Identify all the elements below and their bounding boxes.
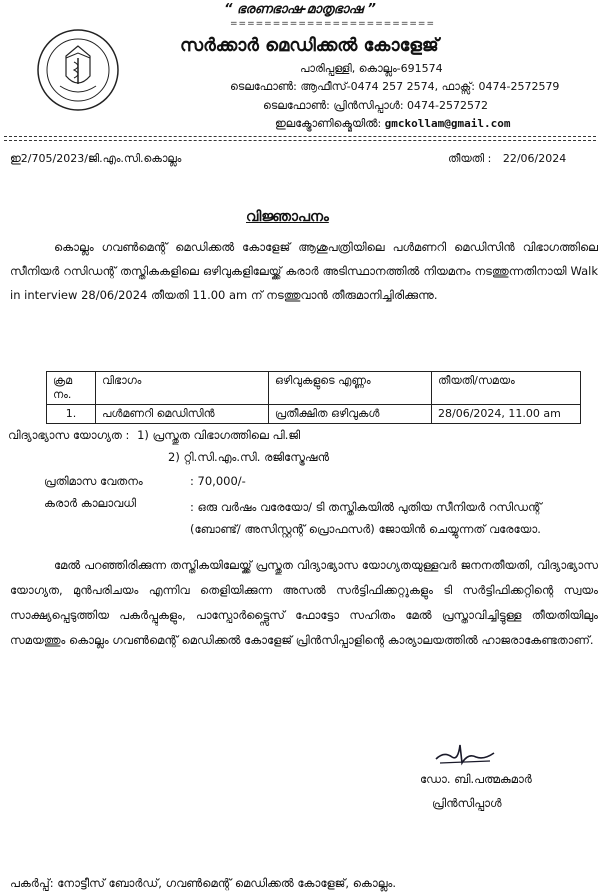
table-header-cell: തീയതി/സമയം — [432, 372, 581, 405]
table-cell: 1. — [47, 405, 96, 424]
college-emblem-icon — [36, 28, 120, 112]
table-row — [47, 405, 581, 424]
qualification-line-1 — [8, 428, 300, 443]
date-value: 22/06/2024 — [502, 152, 567, 165]
qualification-label: വിദ്യാഭ്യാസ യോഗ്യത : — [8, 428, 130, 442]
office-phone: ടെലഫോൺ: ആഫീസ്-0474 257 2574, ഫാക്സ്: 0474-2572579 — [230, 80, 560, 93]
motto-underline: ======================== — [230, 19, 435, 29]
separator-line — [4, 140, 596, 141]
instructions-paragraph: മേൽ പറഞ്ഞിരിക്കുന്ന തസ്തികയിലേയ്ക്ക് പ്രസ്തുത വിദ്യാഭ്യാസ യോഗ്യതയുള്ളവർ ജനനതീയതി, വിദ്യാഭ്യാസ യോഗ്യത, മുൻപരിചയം എന്നിവ തെളിയിക്കുന്ന അസൽ സർട്ടിഫിക്കറ്റുകളും ടി സർട്ടിഫിക്കറ്റിന്റെ സ്വയം സാക്ഷ്യപ്പെടുത്തിയ പകർപ്പുകളും, പാസ്പോർട്ട്സൈസ് ഫോട്ടോ സഹിതം മേൽ പ്രസ്താവിച്ചിട്ടുള്ള തീയതിയിലും സമയത്തും കൊല്ലം ഗവൺമെന്റ് മെഡിക്കൽ കോളേജ് പ്രിൻസിപ്പാളിന്റെ കാര്യാലയത്തിൽ ഹാജരാകേണ്ടതാണ്. — [10, 558, 598, 647]
notice-heading: വിജ്ഞാപനം — [246, 209, 329, 225]
vacancy-table — [46, 371, 581, 424]
copy-to: പകർപ്പ്: നോട്ടീസ് ബോർഡ്, ഗവൺമെന്റ് മെഡിക്കൽ കോളേജ്, കൊല്ലം. — [10, 876, 397, 890]
email-line — [275, 117, 511, 131]
table-header-cell: ക്രമ നം. — [47, 372, 96, 405]
reference-number: ഇ2/705/2023/ജി.എം.സി.കൊല്ലം — [10, 152, 182, 165]
qualification-item: 1) പ്രസ്തുത വിഭാഗത്തിലെ പി.ജി — [137, 428, 301, 442]
signatory-name: ഡോ. ബി.പത്മകുമാർ — [420, 772, 532, 786]
college-name: സർക്കാർ മെഡിക്കൽ കോളേജ് — [180, 35, 439, 56]
notice-intro: കൊല്ലം ഗവൺമെന്റ് മെഡിക്കൽ കോളേജ് ആശുപത്രിയിലെ പൾമണറി മെഡിസിൻ വിഭാഗത്തിലെ സീനിയർ റസിഡന്റ് തസ്തികകളിലെ ഒഴിവുകളിലേയ്ക്ക് കരാർ അടിസ്ഥാനത്തിൽ നിയമനം നടത്തുന്നതിനായി Walk in interview 28/06/2024 തീയതി 11.00 am ന് നടത്തുവാൻ തീരുമാനിച്ചിരിക്കുന്നു. — [10, 240, 598, 302]
salary-label: പ്രതിമാസ വേതനം — [44, 474, 143, 488]
motto: “ ഭരണഭാഷ-മാതൃഭാഷ ” — [224, 2, 376, 17]
contract-duration-value: : ഒരു വർഷം വരേയോ/ ടി തസ്തികയിൽ പുതിയ സീനിയർ റസിഡന്റ് (ബോണ്ട്/ അസിസ്റ്റന്റ് പ്രൊഫസർ) ജോയിൻ ചെയ്യുന്നത് വരേയോ. — [190, 500, 542, 536]
signature-icon — [430, 733, 500, 769]
table-header-row — [47, 372, 581, 405]
salary-value: : 70,000/- — [190, 474, 246, 488]
email-link[interactable]: gmckollam@gmail.com — [384, 117, 511, 130]
table-cell: പൾമണറി മെഡിസിൻ — [96, 405, 269, 424]
notice-date — [448, 152, 566, 166]
table-cell: 28/06/2024, 11.00 am — [432, 405, 581, 424]
table-header-cell: വിഭാഗം — [96, 372, 269, 405]
college-address: പാരിപ്പള്ളി, കൊല്ലം-691574 — [300, 62, 443, 75]
qualification-item: 2) റ്റി.സി.എം.സി. രജിസ്ട്രേഷൻ — [168, 450, 329, 464]
date-label: തീയതി : — [448, 152, 492, 165]
contract-duration-label: കരാർ കാലാവധി — [44, 496, 136, 510]
principal-phone: ടെലഫോൺ: പ്രിൻസിപ്പാൾ: 0474-2572572 — [263, 99, 488, 112]
signatory-title: പ്രിൻസിപ്പാൾ — [432, 796, 502, 810]
email-label: ഇലക്ട്രോണിക്മെയിൽ: — [275, 117, 382, 130]
separator-line — [4, 136, 596, 137]
table-header-cell: ഒഴിവുകളുടെ എണ്ണം — [269, 372, 432, 405]
table-cell: പ്രതീക്ഷിത ഒഴിവുകൾ — [269, 405, 432, 424]
